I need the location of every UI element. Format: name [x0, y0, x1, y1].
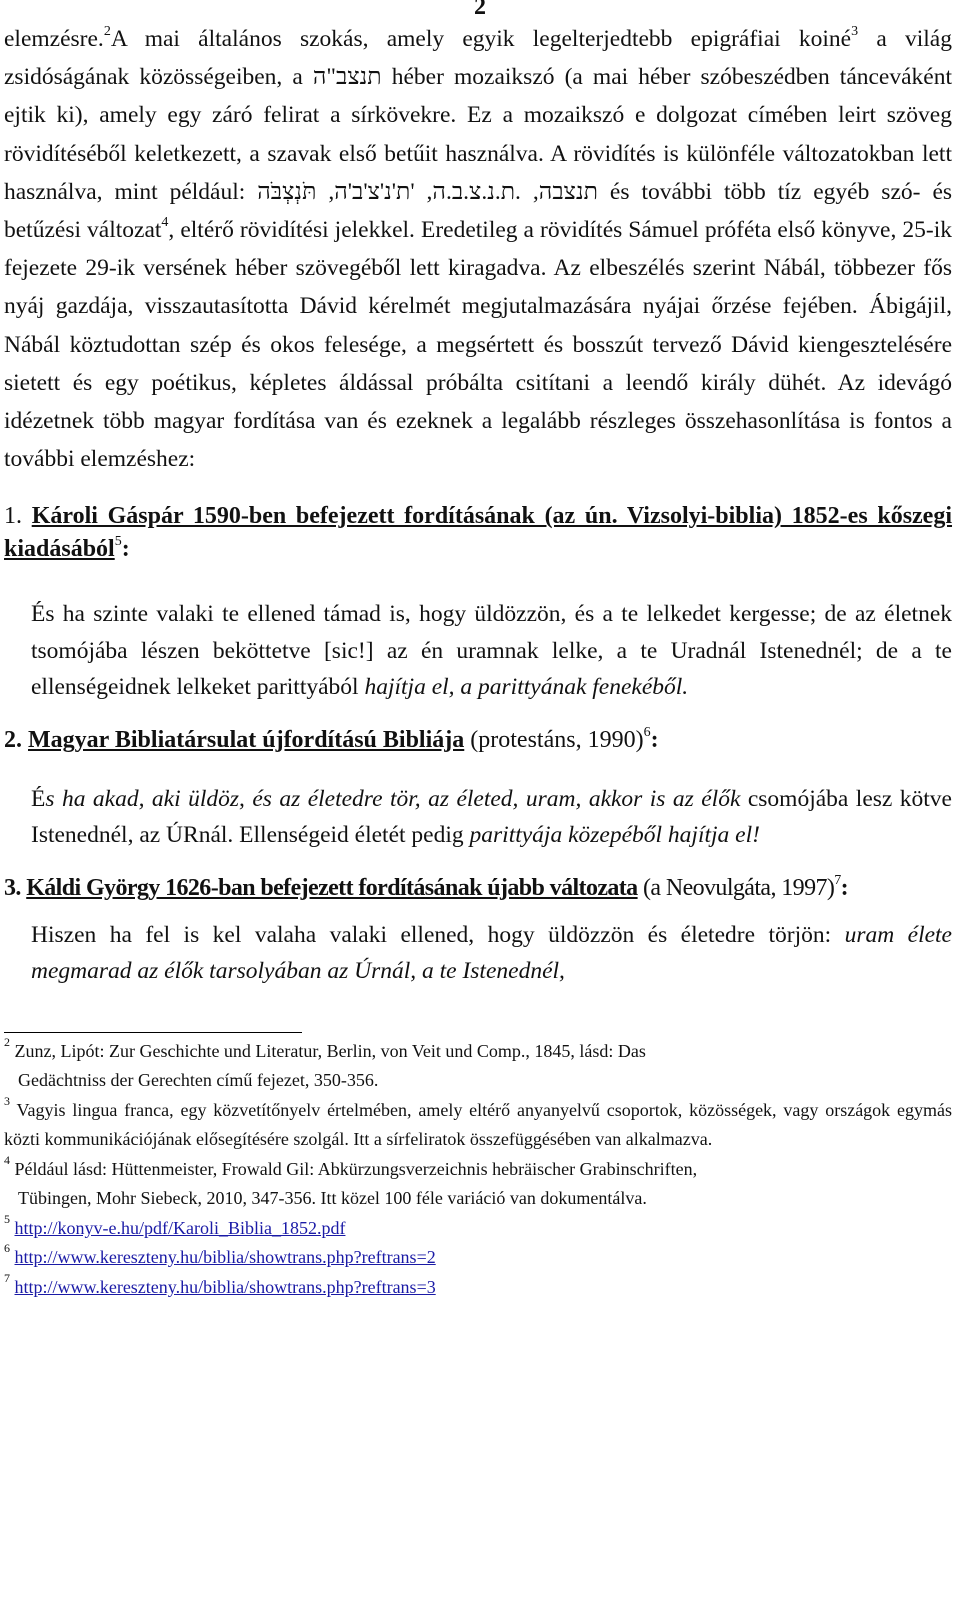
footnote-number: 3 — [4, 1093, 10, 1108]
footnote-ref-3[interactable]: 3 — [851, 24, 859, 40]
section-3-quote — [31, 917, 952, 990]
footnotes — [4, 1032, 952, 1303]
quote-text — [31, 917, 952, 990]
footnote-text: Gedächtniss der Gerechten című fejezet, 350-356. — [18, 1070, 379, 1091]
footnote-number: 5 — [4, 1211, 10, 1226]
footnote-ref-5[interactable]: 5 — [114, 534, 122, 550]
footnote-link[interactable]: http://konyv-e.hu/pdf/Karoli_Biblia_1852.pdf — [14, 1217, 346, 1238]
quote-regular: Hiszen ha fel is kel valaha valaki ellened, hogy üldözzön és életedre törjön: — [31, 921, 845, 948]
footnote-number: 6 — [4, 1241, 10, 1256]
footnote-text: Vagyis lingua franca, egy közvetítőnyelv értelmében, amely eltérő anyanyelvű csoportok, közösségek, vagy országok egymás közti kommunikációjának elősegítésére szolgál. Itt a sírfeliratok összefüggésében van alkalmazva. — [4, 1099, 952, 1150]
section-1-quote — [31, 596, 952, 706]
quote-italic: hajítja el, a parittyának fenekéből. — [364, 674, 689, 701]
footnote-text: Tübingen, Mohr Siebeck, 2010, 347-356. Itt közel 100 féle variáció van dokumentálva. — [18, 1188, 647, 1209]
footnote-ref-4[interactable]: 4 — [161, 215, 169, 231]
hebrew-acronym: תנצב"ה — [312, 64, 382, 91]
text-run: A mai általános szokás, amely egyik legelterjedtebb epigráfiai koiné — [110, 26, 852, 52]
quote-italic: parittyája közepéből hajítja el! — [469, 822, 760, 849]
section-2-quote — [31, 781, 952, 854]
footnote-text: Zunz, Lipót: Zur Geschichte und Literatur, Berlin, von Veit und Comp., 1845, lásd: Das — [14, 1040, 646, 1061]
section-2-heading — [4, 724, 952, 757]
quote-regular: És ha szinte valaki te ellened támad is, hogy üldözzön, és a te lelkedet kergesse; de az életnek tsomójába lészen beköttetve [sic!] az én uramnak lelke, a te Uradnál Istenednél; de a te ellenségeidnek lelkeket parittyából — [31, 601, 952, 701]
page-number: 2 — [474, 0, 486, 20]
section-colon: : — [840, 874, 849, 901]
footnote-text: Például lásd: Hüttenmeister, Frowald Gil: Abkürzungsverzeichnis hebräischer Grabinschriften, — [14, 1158, 698, 1179]
text-run: elemzésre. — [4, 26, 104, 52]
section-detail: (protestáns, 1990) — [464, 726, 644, 753]
section-colon: : — [121, 536, 130, 563]
intro-paragraph — [4, 20, 952, 478]
section-number: 1. — [4, 503, 22, 530]
section-3-heading — [4, 872, 952, 905]
footnote-5 — [4, 1211, 952, 1244]
quote-regular: csomójába lesz kötve Istenednél, az ÚRnál. Ellenségeid életét pedig — [31, 785, 952, 849]
footnote-ref-7[interactable]: 7 — [834, 872, 841, 888]
footnote-6 — [4, 1243, 952, 1273]
text-run: és további több tíz egyéb szó- és betűzési változat — [4, 178, 953, 244]
quote-italic: s ha akad, aki üldöz, és az életedre tör, az életed, uram, akkor is az élők — [45, 785, 741, 812]
document-page — [4, 20, 952, 1302]
footnote-link[interactable]: http://www.kereszteny.hu/biblia/showtrans.php?reftrans=2 — [14, 1247, 436, 1268]
footnote-3 — [4, 1093, 952, 1155]
footnote-separator — [4, 1032, 302, 1033]
section-number: 2. — [4, 726, 22, 753]
footnote-ref-6[interactable]: 6 — [643, 724, 651, 740]
footnote-number: 7 — [4, 1270, 10, 1285]
text-run: héber mozaikszó (a mai héber szóbeszédben tánceváként ejtik ki), amely egy záró felirat a sírkövekre. Ez a mozaikszó e dolgozat címében leirt szöveg rövidítéséből keletkezett, a szavak első betűit használva. A rövidítés is különféle változatokban lett használva, mint például: — [4, 64, 953, 205]
hebrew-variants: תנצבה, .ת.נ.צ.ב.ה, 'ת'נ'צ'ב'ה, תֹּנְצְבֹּה — [257, 178, 598, 205]
text-run: a világ zsidóságának közösségeiben, a — [4, 26, 952, 91]
quote-italic: uram élete megmarad az élők tarsolyában az Úrnál, a te Istenednél, — [31, 921, 952, 985]
section-colon: : — [650, 726, 659, 753]
footnote-7 — [4, 1270, 952, 1303]
footnote-number: 4 — [4, 1152, 10, 1167]
quote-text — [31, 781, 952, 854]
section-detail: (a Neovulgáta, 1997) — [637, 874, 835, 901]
section-title: Károli Gáspár 1590-ben befejezett fordításának (az ún. Vizsolyi-biblia) 1852-es kőszegi kiadásából — [4, 503, 953, 563]
quote-regular: É — [31, 785, 46, 812]
footnote-4 — [4, 1152, 952, 1214]
footnote-number: 2 — [4, 1034, 10, 1049]
footnote-2 — [4, 1034, 952, 1096]
footnote-ref-2[interactable]: 2 — [103, 24, 111, 40]
section-title: Magyar Bibliatársulat újfordítású Bibliája — [28, 726, 465, 753]
section-1-heading — [4, 500, 952, 566]
text-run: , eltérő rövidítési jelekkel. Eredetileg a rövidítés Sámuel próféta első könyve, 25-ik fejezete 29-ik versének héber szövegéből lett kiragadva. Az elbeszélés szerint Nábál, többezer fős nyáj gazdája, visszautasította Dávid kérelmét megjutalmazására nyájai őrzése fejében. Ábigájil, Nábál köztudottan szép és okos felesége, a megsértett és bosszút tervező Dávid kiengesztelésére sietett és egy poétikus, képletes áldással próbálta csitítani a leendő király dühét. Az idevágó idézetnek több magyar fordítása van és ezeknek a legalább részleges összehasonlítása is fontos a további elemzéshez: — [4, 217, 953, 473]
section-number: 3. — [4, 874, 21, 901]
quote-text — [31, 596, 952, 706]
section-title: Káldi György 1626-ban befejezett fordításának újabb változata — [26, 874, 638, 901]
footnote-link[interactable]: http://www.kereszteny.hu/biblia/showtrans.php?reftrans=3 — [14, 1276, 436, 1297]
